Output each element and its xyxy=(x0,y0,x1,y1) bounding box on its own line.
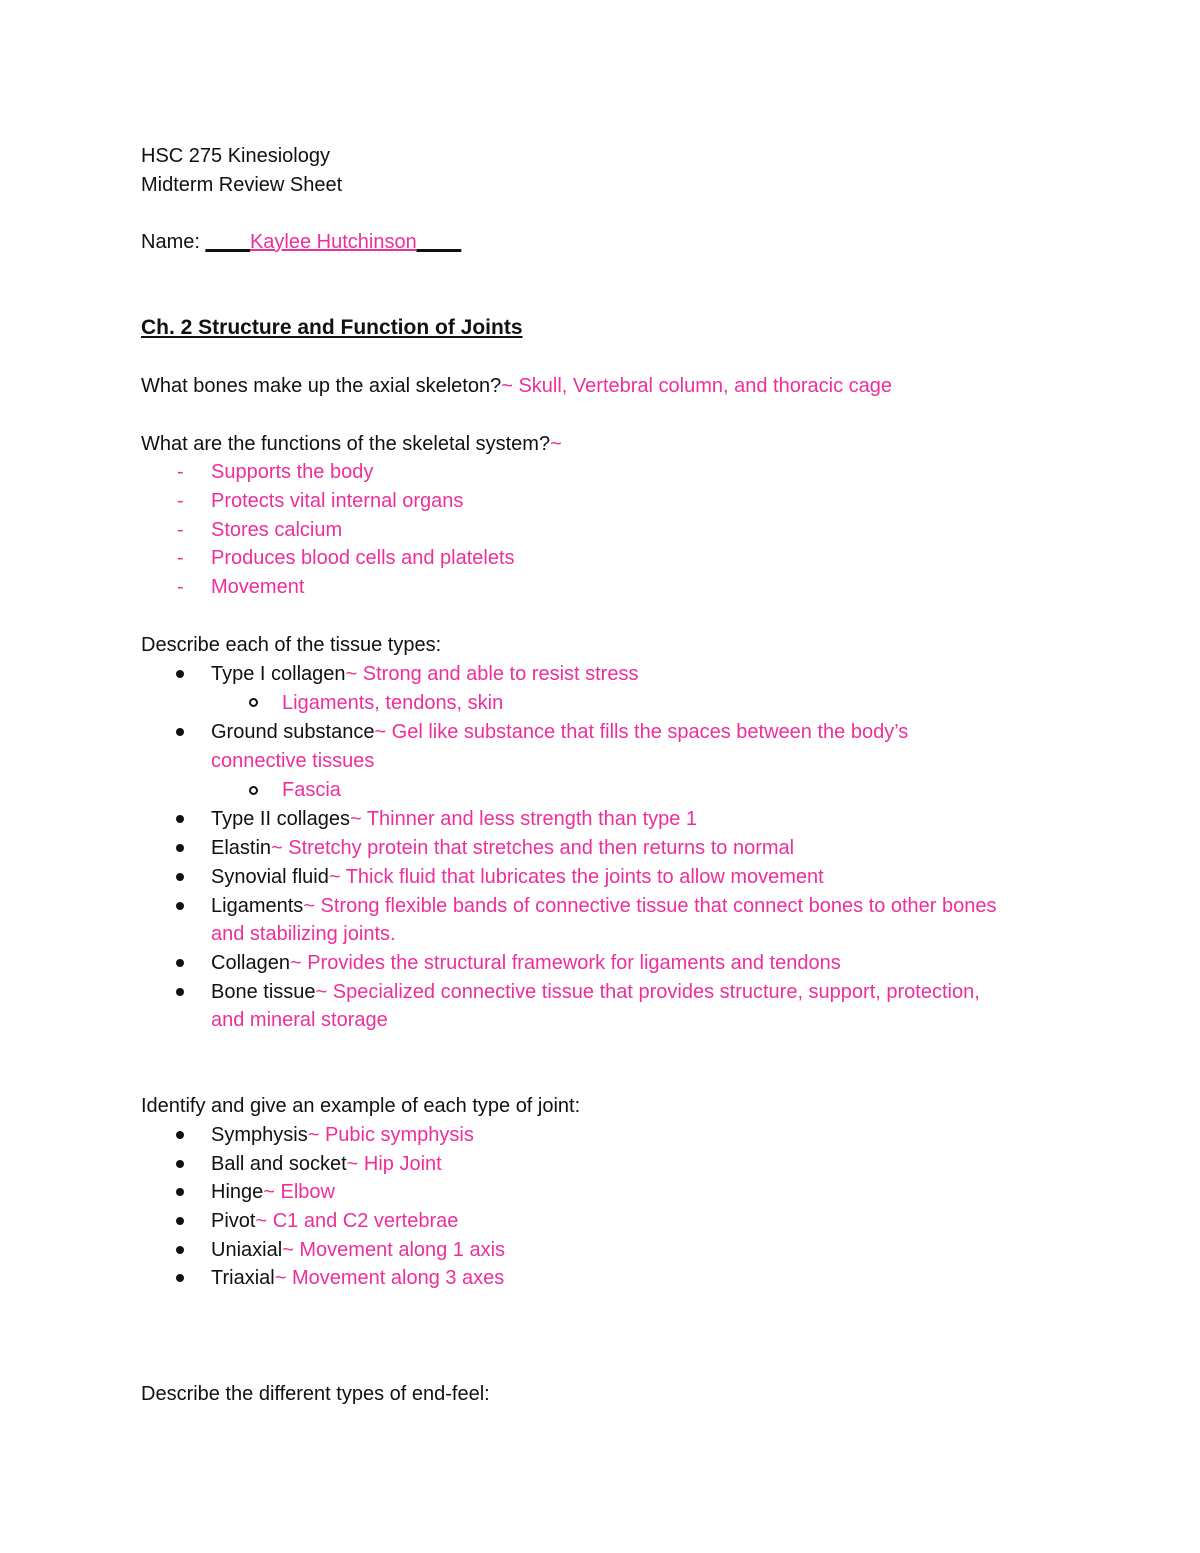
term: Type I collagen xyxy=(211,663,346,685)
question-joint-types: Identify and give an example of each type of joint: xyxy=(141,1095,581,1117)
definition: ~ Strong flexible bands of connective tissue that connect bones to other bones xyxy=(303,895,997,917)
joint-item xyxy=(211,1178,335,1207)
student-name: Kaylee Hutchinson xyxy=(249,231,417,253)
bullet-icon xyxy=(176,1246,184,1254)
joint-item xyxy=(211,1264,504,1293)
sub-bullet-icon xyxy=(249,698,258,707)
example: ~ C1 and C2 vertebrae xyxy=(255,1210,459,1232)
bullet-icon xyxy=(176,959,184,967)
definition: ~ Gel like substance that fills the spaces between the body’s xyxy=(374,721,909,743)
example: ~ Pubic symphysis xyxy=(307,1124,474,1146)
term: Pivot xyxy=(211,1210,256,1232)
name-label: Name: xyxy=(141,231,206,253)
bullet-icon xyxy=(176,902,184,910)
example: ~ Hip Joint xyxy=(346,1153,442,1175)
question-text: What are the functions of the skeletal system? xyxy=(141,433,551,455)
bullet-icon xyxy=(176,1274,184,1282)
course-title: HSC 275 Kinesiology xyxy=(141,145,330,167)
dash-marker: - xyxy=(177,576,184,598)
example: ~ Elbow xyxy=(263,1181,335,1203)
answer-text: ~ Skull, Vertebral column, and thoracic cage xyxy=(501,375,892,397)
tissue-item-type2 xyxy=(211,805,697,834)
term: Elastin xyxy=(211,837,272,859)
joint-item xyxy=(211,1150,442,1179)
tissue-item-bone xyxy=(211,978,980,1007)
term: Hinge xyxy=(211,1181,264,1203)
function-item: Movement xyxy=(211,576,305,598)
bullet-icon xyxy=(176,1160,184,1168)
function-item: Supports the body xyxy=(211,461,374,483)
function-item: Produces blood cells and platelets xyxy=(211,547,515,569)
question-text: What bones make up the axial skeleton? xyxy=(141,375,502,397)
term: Ligaments xyxy=(211,895,304,917)
bullet-icon xyxy=(176,1217,184,1225)
definition: ~ Strong and able to resist stress xyxy=(345,663,639,685)
function-item: Protects vital internal organs xyxy=(211,490,464,512)
term: Synovial fluid xyxy=(211,866,329,888)
term: Ground substance xyxy=(211,721,375,743)
bullet-icon xyxy=(176,988,184,996)
term: Uniaxial xyxy=(211,1239,283,1261)
question-end-feel: Describe the different types of end-feel: xyxy=(141,1383,490,1405)
document-page xyxy=(141,0,1081,1553)
question-axial-skeleton xyxy=(141,372,892,401)
name-blank-suffix: ____ xyxy=(416,231,462,253)
definition: ~ Thinner and less strength than type 1 xyxy=(349,808,698,830)
term: Bone tissue xyxy=(211,981,316,1003)
tissue-item-elastin xyxy=(211,834,794,863)
dash-marker: - xyxy=(177,547,184,569)
tissue-item-collagen xyxy=(211,949,841,978)
bullet-icon xyxy=(176,815,184,823)
joint-item xyxy=(211,1236,505,1265)
definition-continued: connective tissues xyxy=(211,750,375,772)
dash-marker: - xyxy=(177,490,184,512)
bullet-icon xyxy=(176,844,184,852)
bullet-icon xyxy=(176,1188,184,1196)
term: Type II collages xyxy=(211,808,350,830)
bullet-icon xyxy=(176,670,184,678)
tissue-subitem: Fascia xyxy=(282,779,341,801)
example: ~ Movement along 3 axes xyxy=(274,1267,505,1289)
definition: ~ Thick fluid that lubricates the joints to allow movement xyxy=(328,866,824,888)
definition-continued: and stabilizing joints. xyxy=(211,923,396,945)
section-heading: Ch. 2 Structure and Function of Joints xyxy=(141,316,523,339)
name-blank-prefix: ____ xyxy=(205,231,250,253)
tissue-item-ground xyxy=(211,718,908,747)
definition: ~ Stretchy protein that stretches and then returns to normal xyxy=(271,837,795,859)
joint-item xyxy=(211,1121,474,1150)
bullet-icon xyxy=(176,728,184,736)
bullet-icon xyxy=(176,1131,184,1139)
function-item: Stores calcium xyxy=(211,519,343,541)
sheet-title: Midterm Review Sheet xyxy=(141,174,343,196)
tissue-subitem: Ligaments, tendons, skin xyxy=(282,692,504,714)
bullet-icon xyxy=(176,873,184,881)
example: ~ Movement along 1 axis xyxy=(282,1239,506,1261)
dash-marker: - xyxy=(177,461,184,483)
tissue-item-type1 xyxy=(211,660,638,689)
definition: ~ Provides the structural framework for ligaments and tendons xyxy=(289,952,841,974)
joint-item xyxy=(211,1207,458,1236)
sub-bullet-icon xyxy=(249,786,258,795)
term: Collagen xyxy=(211,952,290,974)
dash-marker: - xyxy=(177,519,184,541)
answer-text: ~ xyxy=(550,433,562,455)
name-line xyxy=(141,228,461,257)
term: Triaxial xyxy=(211,1267,275,1289)
term: Symphysis xyxy=(211,1124,308,1146)
question-skeletal-functions xyxy=(141,430,562,459)
definition-continued: and mineral storage xyxy=(211,1009,388,1031)
tissue-item-synovial xyxy=(211,863,824,892)
definition: ~ Specialized connective tissue that provides structure, support, protection, xyxy=(315,981,980,1003)
question-tissue-types: Describe each of the tissue types: xyxy=(141,634,442,656)
tissue-item-ligaments xyxy=(211,892,997,921)
term: Ball and socket xyxy=(211,1153,347,1175)
